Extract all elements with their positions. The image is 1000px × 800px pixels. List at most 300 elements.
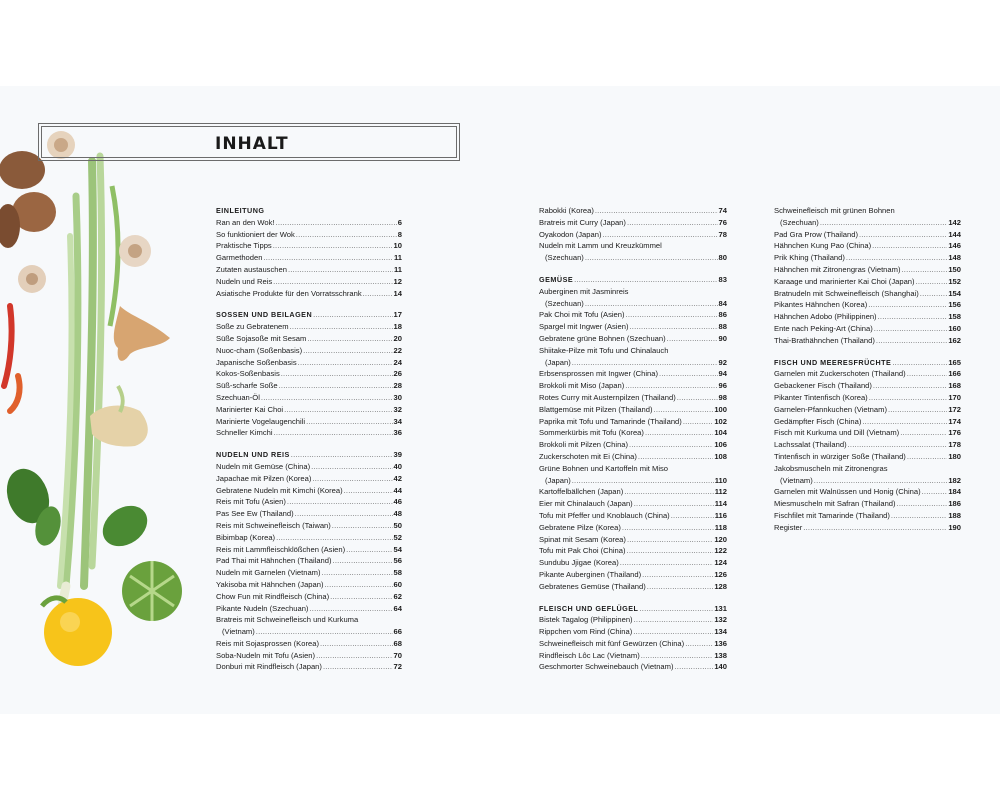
toc-entry[interactable] (539, 661, 727, 673)
toc-entry[interactable] (774, 288, 961, 300)
entry-title: Brokkoli mit Pilzen (China) (539, 440, 629, 450)
toc-entry[interactable] (216, 288, 402, 300)
dot-leader (862, 416, 947, 428)
entry-page-number: 166 (948, 369, 961, 379)
dot-leader (654, 404, 714, 416)
toc-entry[interactable] (774, 486, 961, 498)
entry-page-number: 22 (393, 345, 402, 355)
toc-entry[interactable] (539, 614, 727, 626)
entry-title: Pikante Auberginen (Thailand) (539, 569, 642, 579)
entry-page-number: 44 (393, 485, 402, 495)
dot-leader (585, 298, 718, 310)
toc-entry[interactable] (216, 217, 402, 229)
dot-leader (820, 217, 947, 229)
entry-title: Reis mit Schweinefleisch (Taiwan) (216, 520, 331, 530)
section-heading-label: FLEISCH UND GEFLÜGEL (539, 603, 639, 613)
toc-entry[interactable] (216, 661, 402, 673)
dot-leader (290, 321, 393, 333)
entry-page-number: 142 (948, 217, 961, 227)
entry-page-number: 90 (718, 333, 727, 343)
toc-entry[interactable] (216, 638, 402, 650)
toc-entry[interactable] (216, 544, 402, 556)
toc-entry[interactable] (539, 626, 727, 638)
toc-entry[interactable] (774, 498, 961, 510)
toc-entry[interactable] (539, 427, 727, 439)
toc-section-heading (539, 603, 727, 615)
entry-page-number: 36 (393, 428, 402, 438)
toc-entry[interactable] (774, 299, 961, 311)
entry-title: Gebratenes Gemüse (Thailand) (539, 581, 646, 591)
entry-page-number: 54 (393, 544, 402, 554)
toc-entry[interactable] (216, 240, 402, 252)
toc-entry[interactable] (774, 380, 961, 392)
entry-page-number: 172 (948, 404, 961, 414)
entry-page-number: 20 (393, 333, 402, 343)
entry-page-number: 184 (948, 487, 961, 497)
dot-leader (627, 545, 714, 557)
toc-section-heading (216, 449, 402, 461)
entry-title: Nudeln mit Gemüse (China) (216, 461, 311, 471)
entry-title: Chow Fun mit Rindfleisch (China) (216, 591, 330, 601)
entry-page-number: 108 (714, 451, 727, 461)
entry-title: Sundubu Jjigae (Korea) (539, 558, 619, 568)
entry-title: Thai-Brathähnchen (Thailand) (774, 335, 875, 345)
entry-title: Garnelen mit Zuckerschoten (Thailand) (774, 369, 906, 379)
dot-leader (311, 461, 392, 473)
toc-entry[interactable] (774, 404, 961, 416)
toc-entry[interactable] (216, 276, 402, 288)
dot-leader (803, 522, 947, 534)
dot-leader (307, 333, 392, 345)
toc-entry[interactable] (774, 416, 961, 428)
entry-title: Karaage und marinierter Kai Choi (Japan) (774, 276, 915, 286)
entry-page-number: 11 (393, 264, 402, 274)
entry-page-number: 162 (948, 335, 961, 345)
entry-page-number: 138 (714, 650, 727, 660)
toc-entry[interactable] (216, 567, 402, 579)
toc-entry[interactable] (774, 205, 961, 229)
dot-leader (363, 288, 393, 300)
dot-leader (873, 380, 947, 392)
dot-leader (291, 449, 393, 461)
dot-leader (346, 544, 392, 556)
entry-title: Auberginen mit Jasminreis (539, 286, 629, 296)
toc-entry[interactable] (216, 416, 402, 428)
toc-entry[interactable] (539, 333, 727, 345)
dot-leader (296, 229, 397, 241)
toc-entry[interactable] (216, 264, 402, 276)
dot-leader (624, 486, 713, 498)
entry-page-number: 134 (714, 627, 727, 637)
toc-column-2 (539, 205, 727, 673)
toc-entry[interactable] (774, 229, 961, 241)
entry-title: Prik Khing (Thailand) (774, 253, 845, 263)
dot-leader (333, 555, 393, 567)
toc-entry[interactable] (539, 534, 727, 546)
entry-title: Eier mit Chinalauch (Japan) (539, 499, 633, 509)
dot-leader (323, 661, 393, 673)
toc-entry[interactable] (216, 485, 402, 497)
dot-leader (891, 510, 947, 522)
dot-leader (667, 333, 718, 345)
entry-page-number: 152 (948, 276, 961, 286)
entry-page-number: 118 (714, 522, 727, 532)
entry-title: Bratnudeln mit Schweinefleisch (Shanghai) (774, 288, 919, 298)
toc-entry[interactable] (539, 368, 727, 380)
toc-entry[interactable] (216, 614, 402, 638)
entry-title: Reis mit Lammfleischklößchen (Asien) (216, 544, 346, 554)
toc-entry[interactable] (774, 240, 961, 252)
entry-page-number: 28 (393, 381, 402, 391)
toc-entry[interactable] (216, 555, 402, 567)
entry-page-number: 52 (393, 532, 402, 542)
toc-section (539, 603, 727, 674)
dot-leader (645, 427, 713, 439)
entry-title: Erbsensprossen mit Ingwer (China) (539, 369, 659, 379)
dot-leader (872, 240, 947, 252)
entry-page-number: 42 (393, 473, 402, 483)
entry-title: Marinierte Vogelaugenchili (216, 416, 306, 426)
toc-entry[interactable] (774, 522, 961, 534)
ginger-icon (114, 306, 170, 361)
entry-title: Pad Thai mit Hähnchen (Thailand) (216, 556, 332, 566)
entry-page-number: 12 (393, 276, 402, 286)
toc-entry[interactable] (216, 380, 402, 392)
dot-leader (627, 534, 713, 546)
entry-title: Blattgemüse mit Pilzen (Thailand) (539, 404, 653, 414)
lemon-icon (44, 598, 112, 666)
entry-title: Bistek Tagalog (Philippinen) (539, 615, 633, 625)
entry-page-number: 188 (948, 510, 961, 520)
entry-page-number: 122 (714, 546, 727, 556)
section-page-number: 131 (714, 603, 727, 613)
entry-page-number: 146 (948, 241, 961, 251)
entry-page-number: 50 (393, 520, 402, 530)
toc-entry[interactable] (216, 603, 402, 615)
dot-leader (846, 252, 947, 264)
toc-entry[interactable] (539, 498, 727, 510)
entry-page-number: 18 (393, 322, 402, 332)
entry-title: Nudeln mit Garnelen (Vietnam) (216, 568, 321, 578)
toc-entry[interactable] (774, 252, 961, 264)
entry-title: Rindfleisch Lôc Lac (Vietnam) (539, 650, 640, 660)
section-heading-label: SOSSEN UND BEILAGEN (216, 310, 313, 320)
toc-entry[interactable] (774, 463, 961, 487)
toc-entry[interactable] (539, 569, 727, 581)
entry-title: Garmethoden (216, 253, 263, 263)
dot-leader (279, 380, 393, 392)
entry-title: Brokkoli mit Miso (Japan) (539, 381, 625, 391)
dot-leader (620, 557, 714, 569)
dot-leader (627, 217, 718, 229)
dot-leader (638, 451, 713, 463)
entry-title: Ente nach Peking-Art (China) (774, 323, 873, 333)
toc-entry[interactable] (216, 321, 402, 333)
entry-page-number: 116 (714, 510, 727, 520)
section-page-number: 83 (718, 274, 727, 284)
toc-entry[interactable] (774, 311, 961, 323)
entry-title: Pikanter Tintenfisch (Korea) (774, 392, 868, 402)
entry-title: Rabokki (Korea) (539, 206, 594, 215)
toc-section-heading (539, 274, 727, 286)
dot-leader (920, 288, 948, 300)
entry-title: Schweinefleisch mit grünen Bohnen (774, 206, 895, 215)
dot-leader (585, 252, 718, 264)
dot-leader (642, 569, 713, 581)
toc-entry[interactable] (216, 368, 402, 380)
entry-page-number: 174 (948, 416, 961, 426)
entry-page-number: 78 (718, 229, 727, 239)
entry-page-number: 112 (714, 487, 727, 497)
dot-leader (647, 581, 714, 593)
dot-leader (634, 614, 714, 626)
dot-leader (287, 496, 393, 508)
entry-title: Tofu mit Pak Choi (China) (539, 546, 626, 556)
dot-leader (907, 451, 948, 463)
dot-leader (685, 638, 713, 650)
toc-entry[interactable] (539, 650, 727, 662)
entry-title: Pas See Ew (Thailand) (216, 509, 294, 519)
entry-page-number: 68 (393, 638, 402, 648)
entry-page-number: 26 (393, 369, 402, 379)
dot-leader (901, 264, 947, 276)
toc-entry[interactable] (774, 264, 961, 276)
dot-leader (309, 603, 392, 615)
dot-leader (922, 486, 948, 498)
entry-page-number: 178 (948, 440, 961, 450)
toc-entry[interactable] (539, 439, 727, 451)
entry-title: Ran an den Wok! (216, 217, 275, 227)
entry-page-number: 120 (714, 534, 727, 544)
entry-page-number: 80 (718, 253, 727, 263)
dot-leader (634, 498, 714, 510)
entry-title: Yakisoba mit Hähnchen (Japan) (216, 579, 324, 589)
toc-entry[interactable] (216, 591, 402, 603)
toc-entry[interactable] (539, 229, 727, 241)
toc-entry[interactable] (216, 579, 402, 591)
toc-entry[interactable] (216, 252, 402, 264)
toc-entry[interactable] (216, 427, 402, 439)
toc-entry[interactable] (539, 581, 727, 593)
dot-leader (344, 485, 393, 497)
toc-entry[interactable] (539, 404, 727, 416)
dot-leader (273, 276, 392, 288)
dot-leader (256, 626, 393, 638)
dot-leader (900, 427, 947, 439)
entry-title: Asiatische Produkte für den Vorratsschrank (216, 288, 362, 298)
entry-title: Gebratene Pilze (Korea) (539, 522, 621, 532)
toc-entry[interactable] (216, 333, 402, 345)
entry-title: Rippchen vom Rind (China) (539, 627, 633, 637)
dot-leader (677, 392, 718, 404)
dot-leader (298, 357, 393, 369)
toc-entry[interactable] (216, 650, 402, 662)
entry-page-number: 64 (393, 603, 402, 613)
toc-entry[interactable] (216, 496, 402, 508)
entry-page-number: 58 (393, 568, 402, 578)
entry-title: Hähnchen mit Zitronengras (Vietnam) (774, 264, 901, 274)
entry-title: Garnelen-Pfannkuchen (Vietnam) (774, 404, 887, 414)
entry-page-number: 156 (948, 300, 961, 310)
toc-entry[interactable] (539, 205, 727, 217)
entry-page-number: 76 (718, 217, 727, 227)
toc-entry[interactable] (216, 357, 402, 369)
entry-page-number: 182 (948, 475, 961, 485)
entry-title: Bratreis mit Curry (Japan) (539, 217, 626, 227)
entry-page-number: 158 (948, 312, 961, 322)
entry-title: Szechuan-Öl (216, 392, 260, 402)
dot-leader (312, 473, 392, 485)
entry-title: Register (774, 522, 803, 532)
entry-title: Zutaten austauschen (216, 264, 287, 274)
toc-section-heading (774, 357, 961, 369)
entry-page-number: 72 (393, 662, 402, 672)
dot-leader (876, 335, 947, 347)
dot-leader (916, 276, 948, 288)
toc-entry[interactable] (539, 416, 727, 428)
toc-section (774, 205, 961, 347)
dot-leader (639, 603, 713, 615)
dot-leader (274, 427, 393, 439)
toc-entry[interactable] (539, 451, 727, 463)
entry-title: Gebratene Nudeln mit Kimchi (Korea) (216, 485, 343, 495)
entry-title: Soba-Nudeln mit Tofu (Asien) (216, 650, 316, 660)
dot-leader (892, 357, 947, 369)
toc-entry[interactable] (539, 392, 727, 404)
dot-leader (273, 240, 393, 252)
toc-entry[interactable] (774, 368, 961, 380)
entry-page-number: 176 (948, 428, 961, 438)
entry-title: Oyakodon (Japan) (539, 229, 602, 239)
section-page-number: 165 (948, 357, 961, 367)
toc-entry[interactable] (216, 520, 402, 532)
entry-title: Pak Choi mit Tofu (Asien) (539, 310, 625, 320)
toc-entry[interactable] (774, 427, 961, 439)
toc-entry[interactable] (216, 229, 402, 241)
entry-title: Schneller Kimchi (216, 428, 273, 438)
entry-page-number: 144 (948, 229, 961, 239)
toc-entry[interactable] (539, 240, 727, 264)
toc-entry[interactable] (774, 323, 961, 335)
toc-entry[interactable] (216, 508, 402, 520)
entry-title: Zuckerschoten mit Ei (China) (539, 451, 637, 461)
dot-leader (295, 508, 393, 520)
entry-title-continued: (Japan) (545, 475, 571, 485)
toc-entry[interactable] (216, 461, 402, 473)
dot-leader (625, 380, 717, 392)
entry-page-number: 48 (393, 509, 402, 519)
entry-title: Geschmorter Schweinebauch (Vietnam) (539, 662, 674, 672)
entry-title: Hähnchen Kung Pao (China) (774, 241, 872, 251)
toc-entry[interactable] (216, 532, 402, 544)
dot-leader (284, 404, 392, 416)
entry-title: Tintenfisch in würziger Soße (Thailand) (774, 451, 906, 461)
dot-leader (869, 392, 948, 404)
toc-entry[interactable] (774, 451, 961, 463)
entry-title: Kokos-Soßenbasis (216, 369, 280, 379)
dot-leader (874, 323, 948, 335)
dot-leader (641, 650, 714, 662)
entry-title-continued: (Szechuan) (780, 217, 819, 227)
toc-entry[interactable] (539, 545, 727, 557)
toc-entry[interactable] (539, 463, 727, 487)
entry-title: Pikante Nudeln (Szechuan) (216, 603, 309, 613)
toc-entry[interactable] (539, 638, 727, 650)
entry-page-number: 66 (393, 627, 402, 637)
entry-title: Praktische Tipps (216, 241, 272, 251)
entry-title: Japanische Soßenbasis (216, 357, 297, 367)
section-heading-label: GEMÜSE (539, 274, 574, 284)
toc-entry[interactable] (539, 380, 727, 392)
entry-title: Soße zu Gebratenem (216, 322, 289, 332)
dot-leader (313, 309, 392, 321)
toc-entry[interactable] (539, 286, 727, 310)
toc-entry[interactable] (539, 321, 727, 333)
entry-page-number: 114 (714, 499, 727, 509)
toc-entry[interactable] (539, 217, 727, 229)
toc-section (774, 522, 961, 534)
toc-entry[interactable] (539, 345, 727, 369)
entry-title: Bibimbap (Korea) (216, 532, 276, 542)
vegetables-illustration (0, 86, 200, 714)
toc-entry[interactable] (774, 439, 961, 451)
toc-entry[interactable] (774, 392, 961, 404)
entry-page-number: 126 (714, 569, 727, 579)
entry-page-number: 86 (718, 310, 727, 320)
dot-leader (330, 591, 392, 603)
entry-page-number: 60 (393, 579, 402, 589)
entry-title-continued: (Japan) (545, 357, 571, 367)
toc-section (539, 205, 727, 264)
toc-entry[interactable] (216, 473, 402, 485)
dot-leader (675, 661, 714, 673)
dot-leader (878, 311, 948, 323)
entry-page-number: 110 (714, 475, 727, 485)
entry-title: Süß-scharfe Soße (216, 381, 278, 391)
entry-title: Reis mit Tofu (Asien) (216, 497, 286, 507)
toc-entry[interactable] (539, 486, 727, 498)
dot-leader (306, 416, 392, 428)
section-heading-label: FISCH UND MEERESFRÜCHTE (774, 357, 892, 367)
toc-entry[interactable] (539, 557, 727, 569)
entry-page-number: 124 (714, 558, 727, 568)
toc-entry[interactable] (216, 345, 402, 357)
entry-title: Sommerkürbis mit Tofu (Korea) (539, 428, 644, 438)
toc-entry[interactable] (774, 335, 961, 347)
toc-section (774, 357, 961, 522)
entry-title: Schweinefleisch mit fünf Gewürzen (China) (539, 638, 685, 648)
entry-page-number: 190 (948, 522, 961, 532)
entry-title: Nudeln mit Lamm und Kreuzkümmel (539, 241, 662, 251)
toc-entry[interactable] (216, 392, 402, 404)
dot-leader (595, 205, 718, 217)
entry-title-continued: (Szechuan) (545, 298, 584, 308)
toc-entry[interactable] (216, 404, 402, 416)
toc-entry[interactable] (539, 309, 727, 321)
toc-entry[interactable] (774, 510, 961, 522)
dot-leader (572, 357, 718, 369)
toc-entry[interactable] (539, 510, 727, 522)
toc-entry[interactable] (774, 276, 961, 288)
entry-title: Marinierter Kai Choi (216, 404, 284, 414)
toc-section (216, 449, 402, 673)
entry-page-number: 160 (948, 323, 961, 333)
dot-leader (572, 475, 714, 487)
toc-entry[interactable] (539, 522, 727, 534)
dot-leader (303, 345, 392, 357)
entry-page-number: 30 (393, 392, 402, 402)
entry-title: Rotes Curry mit Austernpilzen (Thailand) (539, 392, 676, 402)
